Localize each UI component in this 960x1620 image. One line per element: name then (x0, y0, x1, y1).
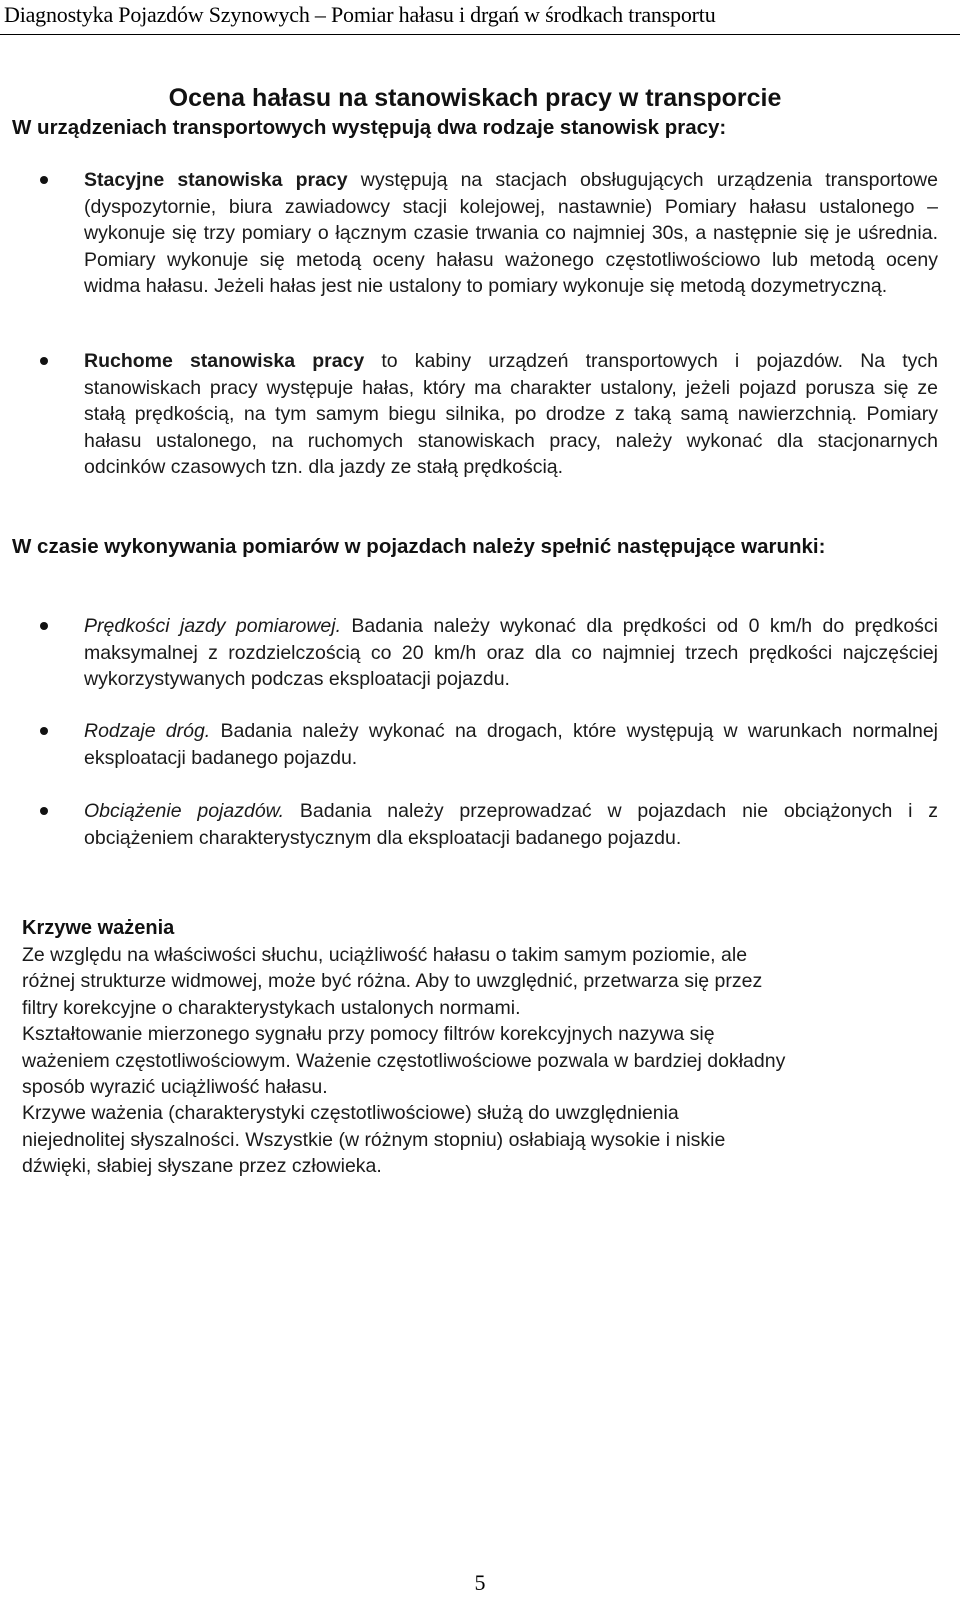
text-line: ważeniem częstotliwościowym. Ważenie częstotliwościowe pozwala w bardziej dokładny (22, 1049, 786, 1072)
item-lead: Stacyjne stanowiska pracy (84, 169, 348, 191)
bullet-icon (40, 807, 48, 815)
list-item-text (84, 798, 938, 851)
weighting-curves-title: Krzywe ważenia (22, 917, 175, 939)
section-title: Ocena hałasu na stanowiskach pracy w transporcie (168, 84, 782, 112)
bullet-icon (40, 622, 48, 630)
item-body: Badania należy wykonać na drogach, które występują w warunkach normalnej eksploatacji badanego pojazdu. (84, 720, 938, 769)
text-line: dźwięki, słabiej słyszane przez człowieka. (22, 1155, 382, 1178)
item-lead: Obciążenie pojazdów. (84, 800, 285, 822)
scanned-section-weighting-curves (0, 912, 956, 1192)
list-item-text (84, 348, 938, 481)
page-number: 5 (474, 1570, 486, 1595)
text-line: filtry korekcyjne o charakterystykach ustalonych normami. (22, 996, 521, 1019)
item-lead: Rodzaje dróg. (84, 720, 211, 742)
weighting-curves-text (22, 942, 942, 1180)
bullet-icon (40, 727, 48, 735)
item-body: Badania należy przeprowadzać w pojazdach nie obciążonych i z obciążeniem charakterystycznym dla eksploatacji badanego pojazdu. (84, 800, 938, 849)
bullet-icon (40, 176, 48, 184)
bullet-icon (40, 357, 48, 365)
item-lead: Prędkości jazdy pomiarowej. (84, 615, 342, 637)
header-title: Diagnostyka Pojazdów Szynowych – Pomiar hałasu i drgań w środkach transportu (4, 2, 716, 27)
list-item-text (84, 167, 938, 300)
list-item-text (84, 718, 938, 771)
item-body: Badania należy wykonać dla prędkości od 0 km/h do prędkości maksymalnej z rozdzielczością co 20 km/h oraz dla co najmniej trzech prędkości najczęściej wykorzystywanych podczas eksploatacji pojazdu. (84, 615, 939, 690)
conditions-heading: W czasie wykonywania pomiarów w pojazdach należy spełnić następujące warunki: (12, 535, 826, 558)
text-line: sposób wyrazić uciążliwość hałasu. (22, 1076, 328, 1099)
text-line: niejednolitej słyszalności. Wszystkie (w różnym stopniu) osłabiają wysokie i niskie (22, 1128, 726, 1151)
text-line: Ze względu na właściwości słuchu, uciążliwość hałasu o takim samym poziomie, ale (22, 944, 748, 966)
text-line: różnej strukturze widmowej, może być różna. Aby to uwzględnić, przetwarza się przez (22, 970, 763, 993)
item-body: to kabiny urządzeń transportowych i pojazdów. Na tych stanowiskach pracy występuje hałas, który ma charakter ustalony, jeżeli pojazd porusza się ze stałą prędkością, na tym samym biegu silnika, po drodze z taką samą nawierzchnią. Pomiary hałasu ustalonego, na ruchomych stanowiskach pracy, należy wykonać dla stacjonarnych odcinków czasowych tzn. dla jazdy ze stałą prędkością. (84, 350, 939, 478)
page-header (0, 0, 960, 35)
text-line: Krzywe ważenia (charakterystyki częstotliwościowe) służą do uwzględnienia (22, 1102, 679, 1125)
item-lead: Ruchome stanowiska pracy (84, 350, 365, 372)
item-body: występują na stacjach obsługujących urządzenia transportowe (dyspozytornie, biura zawiadowcy stacji kolejowej, nastawnie) Pomiary hałasu ustalonego – wykonuje się trzy pomiary o łącznym czasie trwania co najmniej 30s, a następnie się je uśrednia. Pomiary wykonuje się metodą oceny hałasu ważonego częstotliwościowo lub metodą oceny widma hałasu. Jeżeli hałas jest nie ustalony to pomiary wykonuje się metodą dozymetryczną. (84, 169, 938, 297)
list-item-text (84, 613, 938, 693)
scanned-section-noise-assessment (0, 70, 956, 910)
section-subtitle: W urządzeniach transportowych występują dwa rodzaje stanowisk pracy: (12, 116, 727, 139)
text-line: Kształtowanie mierzonego sygnału przy pomocy filtrów korekcyjnych nazywa się (22, 1023, 715, 1046)
